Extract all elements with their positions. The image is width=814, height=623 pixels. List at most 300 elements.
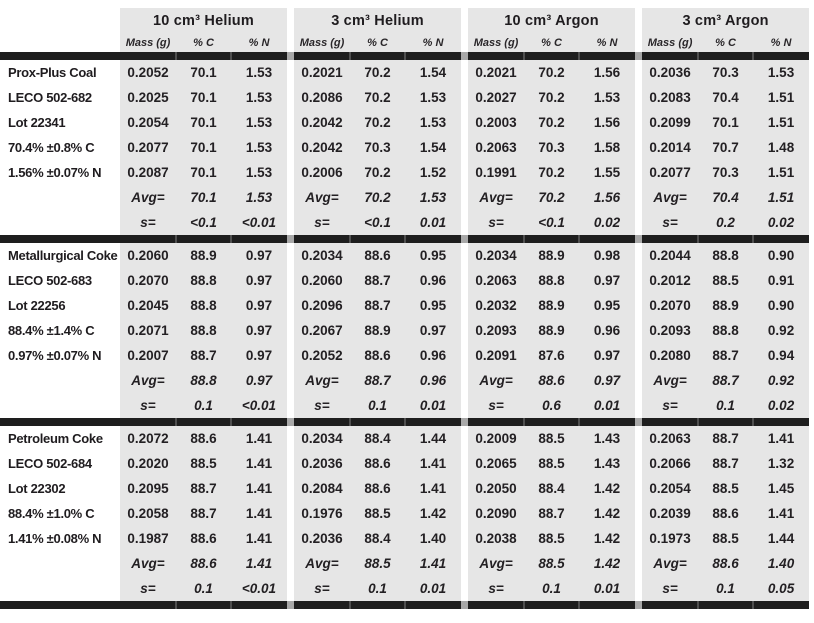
column-gap [635,476,642,501]
data-cell: <0.1 [350,210,405,235]
data-cell: 0.92 [753,368,809,393]
data-cell: 88.4 [350,426,405,451]
column-gap [287,210,294,235]
data-cell: 0.2067 [294,318,350,343]
data-cell: 88.5 [698,526,753,551]
results-table [0,8,809,609]
column-gap [287,160,294,185]
separator-segment [0,235,120,243]
data-cell: 88.8 [698,243,753,268]
data-cell: 70.2 [524,185,579,210]
data-cell: 0.02 [753,210,809,235]
data-cell: 0.1987 [120,526,176,551]
row-label: 1.41% ±0.08% N [0,526,120,551]
column-gap [461,551,468,576]
data-cell: 70.3 [524,135,579,160]
data-cell: 0.2050 [468,476,524,501]
data-cell: 0.97 [579,368,635,393]
separator-segment [120,235,176,243]
separator-segment [698,235,753,243]
data-cell: 0.2052 [294,343,350,368]
data-cell: 0.2063 [468,135,524,160]
data-cell: 88.6 [350,476,405,501]
column-gap [461,8,468,34]
separator-segment [642,601,698,609]
column-gap [635,210,642,235]
data-cell: 0.01 [405,393,461,418]
data-cell: 0.91 [753,268,809,293]
subheader-cell: Mass (g) [468,34,524,52]
subheader-cell: Mass (g) [642,34,698,52]
data-cell: 70.1 [176,135,231,160]
separator-segment [468,52,524,60]
data-cell: 0.1 [176,576,231,601]
data-cell: 1.56 [579,60,635,85]
data-cell: 88.7 [176,343,231,368]
column-gap [635,85,642,110]
table-row [0,185,809,210]
data-cell: 0.1973 [642,526,698,551]
separator-segment [753,52,809,60]
separator-segment [524,52,579,60]
data-cell: 0.1 [698,393,753,418]
table-row [0,293,809,318]
separator-gap [461,52,468,60]
data-cell: 1.53 [231,60,287,85]
data-cell: 0.2038 [468,526,524,551]
data-cell: 88.6 [176,526,231,551]
data-cell: 1.54 [405,60,461,85]
data-cell: 1.41 [231,451,287,476]
data-cell: 0.96 [405,368,461,393]
column-gap [461,268,468,293]
subheader-cell: Mass (g) [294,34,350,52]
data-cell: 88.5 [350,551,405,576]
table-row [0,160,809,185]
column-gap [635,393,642,418]
data-cell: 1.53 [579,85,635,110]
section-separator-bar [0,235,809,243]
avg-label: Avg= [120,368,176,393]
subheader-cell: % N [405,34,461,52]
data-cell: 88.5 [698,268,753,293]
column-gap [461,185,468,210]
avg-label: Avg= [294,368,350,393]
data-cell: 0.96 [579,318,635,343]
data-cell: 0.2042 [294,110,350,135]
column-gap [635,185,642,210]
s-label: s= [120,393,176,418]
data-cell: 70.1 [176,160,231,185]
data-cell: 88.7 [350,293,405,318]
data-cell: 1.42 [405,501,461,526]
row-label: 0.97% ±0.07% N [0,343,120,368]
data-cell: <0.01 [231,210,287,235]
data-cell: 1.53 [231,135,287,160]
data-cell: 88.8 [524,268,579,293]
data-cell: 88.7 [350,268,405,293]
data-cell: 0.2093 [468,318,524,343]
column-gap [635,60,642,85]
data-cell: 0.2052 [120,60,176,85]
data-cell: 0.2060 [294,268,350,293]
data-cell: 0.96 [405,268,461,293]
data-cell: 0.01 [579,576,635,601]
separator-segment [176,418,231,426]
separator-segment [579,418,635,426]
data-cell: 1.48 [753,135,809,160]
row-label: Lot 22302 [0,476,120,501]
column-gap [635,8,642,34]
row-label [0,551,120,576]
data-cell: 0.1 [350,576,405,601]
data-cell: 0.2 [698,210,753,235]
separator-segment [176,601,231,609]
data-cell: 0.2003 [468,110,524,135]
data-cell: 0.2072 [120,426,176,451]
data-cell: 70.4 [698,185,753,210]
data-cell: 88.9 [350,318,405,343]
column-gap [461,34,468,52]
column-gap [287,476,294,501]
data-cell: 0.2044 [642,243,698,268]
separator-segment [524,418,579,426]
table-row [0,318,809,343]
column-gap [461,393,468,418]
table-row [0,393,809,418]
column-gap [635,501,642,526]
data-cell: 88.4 [350,526,405,551]
separator-segment [350,52,405,60]
subheader-cell: % C [176,34,231,52]
data-cell: 0.2032 [468,293,524,318]
data-cell: 0.2012 [642,268,698,293]
s-label: s= [294,576,350,601]
data-cell: 1.41 [753,426,809,451]
data-cell: 88.6 [176,551,231,576]
data-cell: 1.44 [405,426,461,451]
data-cell: 0.97 [231,368,287,393]
data-cell: 88.7 [524,501,579,526]
data-cell: 88.9 [524,318,579,343]
data-cell: 70.1 [176,185,231,210]
data-cell: 0.94 [753,343,809,368]
data-cell: 88.8 [698,318,753,343]
column-gap [461,501,468,526]
group-header: 10 cm³ Argon [468,8,635,34]
data-cell: 88.7 [176,476,231,501]
separator-segment [468,418,524,426]
separator-gap [635,601,642,609]
table-row [0,451,809,476]
data-cell: 0.2058 [120,501,176,526]
data-cell: 0.2039 [642,501,698,526]
column-gap [287,526,294,551]
data-cell: 0.2020 [120,451,176,476]
separator-segment [642,235,698,243]
row-label: Lot 22341 [0,110,120,135]
column-gap [461,85,468,110]
data-cell: 0.2096 [294,293,350,318]
s-label: s= [642,210,698,235]
data-cell: 1.41 [231,526,287,551]
data-cell: 1.51 [753,85,809,110]
data-cell: 0.2054 [642,476,698,501]
column-gap [635,135,642,160]
data-cell: 70.1 [698,110,753,135]
data-cell: 88.5 [176,451,231,476]
separator-segment [231,601,287,609]
separator-segment [579,235,635,243]
column-gap [635,551,642,576]
table-row [0,526,809,551]
data-cell: 0.95 [405,293,461,318]
data-cell: 0.2027 [468,85,524,110]
separator-segment [698,601,753,609]
column-gap [287,110,294,135]
separator-segment [350,235,405,243]
separator-segment [231,52,287,60]
corner-cell [0,8,120,34]
row-label [0,210,120,235]
column-gap [287,343,294,368]
data-cell: 1.51 [753,110,809,135]
data-cell: 0.92 [753,318,809,343]
avg-label: Avg= [294,185,350,210]
row-label [0,393,120,418]
separator-gap [287,52,294,60]
table-row [0,476,809,501]
table-row [0,426,809,451]
data-cell: 87.6 [524,343,579,368]
s-label: s= [468,576,524,601]
data-cell: 1.32 [753,451,809,476]
table-row [0,501,809,526]
table-row [0,343,809,368]
data-cell: 1.53 [231,185,287,210]
avg-label: Avg= [120,185,176,210]
data-cell: 70.2 [524,85,579,110]
data-cell: 0.2054 [120,110,176,135]
column-gap [287,451,294,476]
subheader-cell: % N [579,34,635,52]
data-cell: 0.90 [753,293,809,318]
data-cell: 0.2036 [642,60,698,85]
data-cell: 70.2 [524,110,579,135]
data-cell: 1.42 [579,551,635,576]
data-cell: 0.1991 [468,160,524,185]
data-cell: 0.2091 [468,343,524,368]
data-cell: 0.97 [231,343,287,368]
separator-segment [294,601,350,609]
data-cell: 0.2006 [294,160,350,185]
data-cell: <0.1 [524,210,579,235]
data-cell: 88.6 [698,501,753,526]
separator-segment [120,418,176,426]
data-cell: 88.5 [524,426,579,451]
data-cell: 0.97 [579,343,635,368]
separator-segment [698,418,753,426]
avg-label: Avg= [120,551,176,576]
separator-segment [642,418,698,426]
data-cell: 1.51 [753,185,809,210]
data-cell: 0.1 [524,576,579,601]
section-separator-bar [0,418,809,426]
data-cell: 1.58 [579,135,635,160]
separator-gap [635,418,642,426]
table-row [0,60,809,85]
data-cell: 70.3 [698,160,753,185]
subheader-cell: % N [231,34,287,52]
data-cell: 1.53 [231,110,287,135]
data-cell: 0.2014 [642,135,698,160]
s-label: s= [642,576,698,601]
column-gap [287,576,294,601]
s-label: s= [120,576,176,601]
data-cell: 0.2045 [120,293,176,318]
column-gap [461,451,468,476]
data-cell: 88.5 [524,451,579,476]
corner-cell [0,34,120,52]
data-cell: 0.2036 [294,451,350,476]
data-cell: 1.54 [405,135,461,160]
data-cell: 88.6 [350,451,405,476]
column-gap [635,426,642,451]
column-gap [461,135,468,160]
separator-segment [405,52,461,60]
separator-segment [468,235,524,243]
table-row [0,268,809,293]
data-cell: 1.55 [579,160,635,185]
section-separator-bar [0,601,809,609]
data-cell: 88.8 [176,318,231,343]
column-gap [287,243,294,268]
data-cell: 0.90 [753,243,809,268]
data-cell: 1.40 [753,551,809,576]
data-cell: 70.2 [524,60,579,85]
column-gap [461,293,468,318]
data-cell: 1.41 [753,501,809,526]
data-cell: 0.95 [579,293,635,318]
data-cell: 0.2025 [120,85,176,110]
data-cell: 0.2065 [468,451,524,476]
column-gap [287,85,294,110]
data-cell: 1.40 [405,526,461,551]
data-cell: 88.7 [176,501,231,526]
data-cell: 0.2060 [120,243,176,268]
data-cell: 0.2021 [468,60,524,85]
separator-segment [294,418,350,426]
separator-segment [579,601,635,609]
s-label: s= [468,210,524,235]
data-cell: 70.3 [698,60,753,85]
section-separator-bar [0,52,809,60]
subheader-cell: Mass (g) [120,34,176,52]
data-cell: 0.97 [231,243,287,268]
data-cell: 0.02 [579,210,635,235]
data-cell: 70.2 [350,60,405,85]
data-cell: 88.8 [176,293,231,318]
row-label: 70.4% ±0.8% C [0,135,120,160]
data-cell: 1.41 [231,551,287,576]
data-cell: 1.42 [579,526,635,551]
data-cell: 0.2063 [468,268,524,293]
s-label: s= [642,393,698,418]
row-label: 1.56% ±0.07% N [0,160,120,185]
data-cell: 0.2084 [294,476,350,501]
data-cell: 0.97 [405,318,461,343]
separator-segment [753,235,809,243]
column-gap [461,368,468,393]
data-cell: 88.8 [176,268,231,293]
subheader-cell: % C [524,34,579,52]
separator-segment [405,418,461,426]
data-cell: 0.1 [176,393,231,418]
column-gap [635,343,642,368]
document-page [0,8,814,623]
data-cell: 1.53 [231,85,287,110]
data-cell: 88.5 [524,526,579,551]
column-gap [287,368,294,393]
column-gap [635,368,642,393]
row-label: LECO 502-684 [0,451,120,476]
data-cell: 88.6 [698,551,753,576]
data-cell: 1.56 [579,110,635,135]
data-cell: 0.2009 [468,426,524,451]
data-cell: 70.2 [350,110,405,135]
data-cell: 0.2099 [642,110,698,135]
data-cell: 88.8 [176,368,231,393]
data-cell: 1.41 [405,451,461,476]
table-row [0,85,809,110]
avg-label: Avg= [642,185,698,210]
data-cell: 88.9 [176,243,231,268]
data-cell: 0.05 [753,576,809,601]
data-cell: 0.97 [231,318,287,343]
data-cell: <0.1 [176,210,231,235]
data-cell: 1.42 [579,501,635,526]
column-gap [287,293,294,318]
column-gap [287,8,294,34]
data-cell: 88.5 [524,551,579,576]
column-gap [461,110,468,135]
row-label: LECO 502-682 [0,85,120,110]
column-gap [287,551,294,576]
data-cell: 70.2 [524,160,579,185]
separator-segment [294,235,350,243]
s-label: s= [294,210,350,235]
column-gap [635,318,642,343]
data-cell: 1.45 [753,476,809,501]
column-gap [635,34,642,52]
separator-gap [461,235,468,243]
subheader-cell: % N [753,34,809,52]
data-cell: 0.2021 [294,60,350,85]
separator-segment [405,235,461,243]
column-gap [287,135,294,160]
data-cell: 88.4 [524,476,579,501]
row-label: Prox-Plus Coal [0,60,120,85]
data-cell: 88.6 [350,343,405,368]
column-gap [461,243,468,268]
separator-segment [642,52,698,60]
separator-segment [753,601,809,609]
s-label: s= [294,393,350,418]
data-cell: 0.2070 [642,293,698,318]
group-header: 3 cm³ Argon [642,8,809,34]
data-cell: 0.2077 [120,135,176,160]
data-cell: 0.2093 [642,318,698,343]
